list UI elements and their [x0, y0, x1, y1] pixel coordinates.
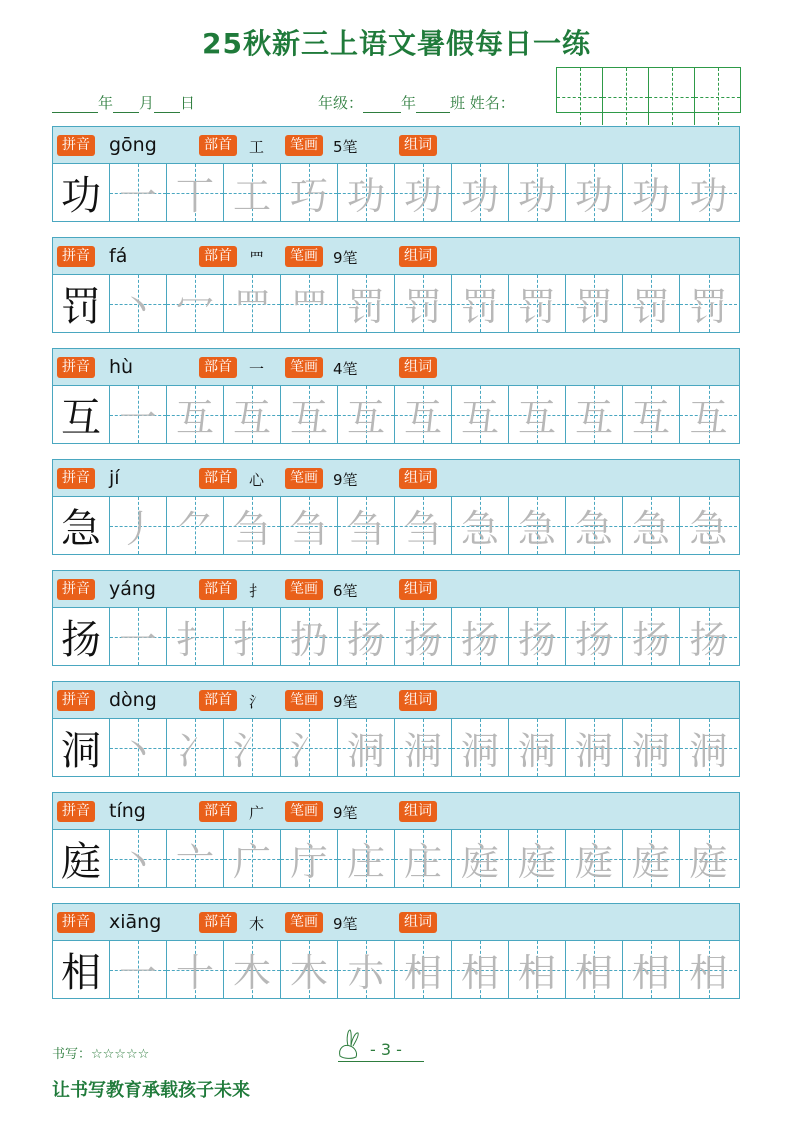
strokes-value: 9笔 — [333, 249, 358, 267]
strokes-tag: 笔画 — [285, 690, 323, 711]
tracing-cell[interactable] — [167, 941, 224, 998]
tracing-cell[interactable] — [224, 164, 281, 221]
tracing-cell[interactable] — [395, 164, 452, 221]
stroke-step: 急 — [631, 507, 670, 551]
stroke-step: 功 — [346, 174, 385, 218]
model-character: 功 — [61, 173, 101, 219]
tracing-cell[interactable] — [338, 497, 395, 554]
tracing-cell[interactable] — [680, 608, 737, 665]
pinyin-value: fá — [109, 245, 128, 267]
stroke-step: 互 — [574, 396, 613, 440]
year-label: 年 — [98, 94, 114, 112]
radical-value: 广 — [249, 804, 265, 822]
model-character: 急 — [61, 506, 101, 552]
page-title: 25秋新三上语文暑假每日一练 — [202, 27, 591, 60]
stroke-step: 刍 — [346, 507, 385, 551]
tracing-cell[interactable] — [509, 386, 566, 443]
stroke-step: 巧 — [289, 174, 328, 218]
stroke-step: 急 — [460, 507, 499, 551]
tracing-cell[interactable] — [680, 275, 737, 332]
tracing-cell[interactable] — [395, 608, 452, 665]
tracing-cell[interactable] — [680, 497, 737, 554]
stroke-step: 氵 — [232, 729, 271, 773]
character-block — [52, 237, 740, 345]
class-blank[interactable] — [416, 98, 450, 113]
writing-row — [52, 941, 740, 999]
stroke-step: 扌 — [232, 618, 271, 662]
class-name-label: 班 姓名： — [450, 94, 515, 112]
character-block — [52, 570, 740, 678]
stroke-step: 冫 — [175, 729, 214, 773]
stroke-step: 相 — [403, 951, 442, 995]
stroke-step: 互 — [460, 396, 499, 440]
pinyin-tag: 拼音 — [57, 135, 95, 156]
stroke-step: 功 — [631, 174, 670, 218]
word-tag[interactable]: 组词 — [399, 357, 437, 378]
model-character: 相 — [61, 950, 101, 996]
character-header — [52, 903, 740, 941]
strokes-tag: 笔画 — [285, 468, 323, 489]
stroke-step: 功 — [574, 174, 613, 218]
word-tag[interactable]: 组词 — [399, 246, 437, 267]
grade-label: 年级： — [318, 94, 364, 112]
strokes-tag: 笔画 — [285, 579, 323, 600]
strokes-tag: 笔画 — [285, 246, 323, 267]
tracing-cell[interactable] — [680, 164, 737, 221]
tracing-cell[interactable] — [395, 275, 452, 332]
stroke-step: 罒 — [232, 285, 271, 329]
stroke-step: 罚 — [460, 285, 499, 329]
tracing-cell[interactable] — [281, 941, 338, 998]
writing-row — [52, 497, 740, 555]
radical-value: 扌 — [249, 582, 265, 600]
character-header — [52, 126, 740, 164]
tracing-cell[interactable] — [167, 830, 224, 887]
strokes-tag: 笔画 — [285, 357, 323, 378]
tracing-cell[interactable] — [509, 719, 566, 776]
radical-tag: 部首 — [199, 135, 237, 156]
writing-row — [52, 275, 740, 333]
tracing-cell[interactable] — [623, 497, 680, 554]
stroke-step: 庁 — [289, 840, 328, 884]
pinyin-tag: 拼音 — [57, 801, 95, 822]
stroke-step: 功 — [403, 174, 442, 218]
tracing-cell[interactable] — [281, 830, 338, 887]
tracing-cell[interactable] — [566, 830, 623, 887]
tracing-cell[interactable] — [623, 386, 680, 443]
stroke-step: 洞 — [574, 729, 613, 773]
strokes-value: 9笔 — [333, 915, 358, 933]
tracing-cell[interactable] — [224, 275, 281, 332]
tracing-cell[interactable] — [395, 497, 452, 554]
tracing-cell[interactable] — [509, 830, 566, 887]
pinyin-value: hù — [109, 356, 134, 378]
stroke-step: 互 — [346, 396, 385, 440]
grade-year-label: 年 — [401, 94, 417, 112]
stroke-step: 扬 — [403, 618, 442, 662]
tracing-cell[interactable] — [680, 719, 737, 776]
radical-tag: 部首 — [199, 246, 237, 267]
stroke-step: 刍 — [232, 507, 271, 551]
tracing-cell[interactable] — [224, 497, 281, 554]
model-character: 庭 — [61, 839, 101, 885]
tracing-cell[interactable] — [452, 164, 509, 221]
tracing-cell[interactable] — [110, 275, 167, 332]
tracing-cell[interactable] — [338, 164, 395, 221]
stroke-step: 扌 — [175, 618, 214, 662]
pinyin-tag: 拼音 — [57, 468, 95, 489]
model-character: 罚 — [61, 284, 101, 330]
stroke-step: 罚 — [631, 285, 670, 329]
tracing-cell[interactable] — [680, 830, 737, 887]
tracing-cell[interactable] — [224, 608, 281, 665]
strokes-value: 9笔 — [333, 804, 358, 822]
stroke-step: 扬 — [574, 618, 613, 662]
stroke-step: 洞 — [689, 729, 728, 773]
stroke-step: ⺈ — [175, 507, 214, 551]
rating: 书写：☆☆☆☆☆ — [52, 1047, 150, 1062]
stroke-step: 扬 — [517, 618, 556, 662]
stroke-step: 互 — [631, 396, 670, 440]
stroke-step: 洞 — [631, 729, 670, 773]
date-line — [52, 92, 195, 113]
tracing-cell[interactable] — [566, 164, 623, 221]
stroke-step: 一 — [118, 618, 157, 662]
tracing-cell[interactable] — [452, 275, 509, 332]
tracing-cell[interactable] — [224, 386, 281, 443]
radical-tag: 部首 — [199, 912, 237, 933]
stroke-step: 庄 — [403, 840, 442, 884]
strokes-value: 9笔 — [333, 693, 358, 711]
writing-row — [52, 719, 740, 777]
stroke-step: 工 — [232, 174, 271, 218]
strokes-tag: 笔画 — [285, 912, 323, 933]
strokes-value: 9笔 — [333, 471, 358, 489]
tracing-cell[interactable] — [566, 497, 623, 554]
tracing-cell[interactable] — [566, 941, 623, 998]
stroke-step: 庭 — [631, 840, 670, 884]
page-number: - 3 - — [370, 1040, 402, 1059]
stroke-step: 丶 — [118, 285, 157, 329]
word-tag[interactable]: 组词 — [399, 468, 437, 489]
tracing-cell[interactable] — [395, 719, 452, 776]
stroke-step: 罒 — [289, 285, 328, 329]
stroke-step: 庭 — [517, 840, 556, 884]
character-header — [52, 570, 740, 608]
model-character-cell — [53, 164, 110, 221]
tracing-cell[interactable] — [281, 275, 338, 332]
tracing-cell[interactable] — [338, 719, 395, 776]
radical-value: 一 — [249, 360, 265, 378]
stroke-step: 冖 — [175, 285, 214, 329]
tracing-cell[interactable] — [452, 719, 509, 776]
tracing-cell[interactable] — [623, 164, 680, 221]
model-character-cell — [53, 830, 110, 887]
radical-value: 木 — [249, 915, 265, 933]
tracing-cell[interactable] — [509, 164, 566, 221]
radical-tag: 部首 — [199, 801, 237, 822]
word-tag[interactable]: 组词 — [399, 579, 437, 600]
tracing-cell[interactable] — [338, 386, 395, 443]
day-label: 日 — [180, 94, 196, 112]
character-header — [52, 792, 740, 830]
character-block — [52, 903, 740, 1011]
stroke-step: 丶 — [118, 840, 157, 884]
stroke-step: 庭 — [689, 840, 728, 884]
stroke-step: 互 — [175, 396, 214, 440]
stroke-step: 互 — [689, 396, 728, 440]
character-header — [52, 348, 740, 386]
tracing-cell[interactable] — [452, 386, 509, 443]
character-header — [52, 459, 740, 497]
radical-tag: 部首 — [199, 579, 237, 600]
word-tag[interactable]: 组词 — [399, 912, 437, 933]
tracing-cell[interactable] — [338, 941, 395, 998]
stroke-step: 扬 — [689, 618, 728, 662]
pinyin-value: tíng — [109, 800, 146, 822]
stroke-step: 相 — [460, 951, 499, 995]
pinyin-value: yáng — [109, 578, 156, 600]
stroke-step: 功 — [517, 174, 556, 218]
model-character-cell — [53, 386, 110, 443]
character-block — [52, 459, 740, 567]
strokes-tag: 笔画 — [285, 801, 323, 822]
stroke-step: 刍 — [403, 507, 442, 551]
tracing-cell[interactable] — [167, 275, 224, 332]
stroke-step: 朩 — [346, 951, 385, 995]
tracing-cell[interactable] — [224, 719, 281, 776]
tracing-cell[interactable] — [509, 941, 566, 998]
stroke-step: 丅 — [175, 174, 214, 218]
tracing-cell[interactable] — [566, 275, 623, 332]
radical-tag: 部首 — [199, 357, 237, 378]
stroke-step: 庄 — [346, 840, 385, 884]
stroke-step: 功 — [689, 174, 728, 218]
tracing-cell[interactable] — [281, 719, 338, 776]
radical-value: 心 — [249, 471, 265, 489]
radical-tag: 部首 — [199, 468, 237, 489]
model-character: 扬 — [61, 617, 101, 663]
pinyin-value: xiāng — [109, 911, 162, 933]
stroke-step: 罚 — [689, 285, 728, 329]
stroke-step: 广 — [232, 840, 271, 884]
stroke-step: 急 — [689, 507, 728, 551]
tracing-cell[interactable] — [509, 608, 566, 665]
writing-row — [52, 386, 740, 444]
tracing-cell[interactable] — [623, 830, 680, 887]
model-character-cell — [53, 941, 110, 998]
rabbit-icon — [330, 1026, 370, 1066]
tracing-cell[interactable] — [281, 608, 338, 665]
model-character: 洞 — [61, 728, 101, 774]
radical-value: 氵 — [249, 693, 265, 711]
model-character-cell — [53, 608, 110, 665]
strokes-tag: 笔画 — [285, 135, 323, 156]
pinyin-value: gōng — [109, 134, 157, 156]
radical-value: 工 — [249, 138, 265, 156]
tracing-cell[interactable] — [623, 719, 680, 776]
character-block — [52, 348, 740, 456]
tracing-cell[interactable] — [338, 275, 395, 332]
stroke-step: 扬 — [346, 618, 385, 662]
tracing-cell[interactable] — [452, 608, 509, 665]
stroke-step: 相 — [631, 951, 670, 995]
writing-row — [52, 830, 740, 888]
character-header — [52, 237, 740, 275]
tracing-cell[interactable] — [167, 719, 224, 776]
stroke-step: 刍 — [289, 507, 328, 551]
character-header — [52, 681, 740, 719]
character-block — [52, 681, 740, 789]
strokes-value: 4笔 — [333, 360, 358, 378]
stroke-step: 扬 — [631, 618, 670, 662]
stroke-step: 罚 — [517, 285, 556, 329]
stroke-step: 罚 — [574, 285, 613, 329]
pinyin-tag: 拼音 — [57, 579, 95, 600]
stroke-step: 相 — [574, 951, 613, 995]
stroke-step: 庭 — [460, 840, 499, 884]
stroke-step: 互 — [403, 396, 442, 440]
tracing-cell[interactable] — [281, 164, 338, 221]
year-blank[interactable] — [52, 98, 98, 113]
stroke-step: 木 — [232, 951, 271, 995]
stroke-step: 亠 — [175, 840, 214, 884]
tracing-cell[interactable] — [452, 830, 509, 887]
tracing-cell[interactable] — [110, 164, 167, 221]
stroke-step: 庭 — [574, 840, 613, 884]
pinyin-tag: 拼音 — [57, 357, 95, 378]
tracing-cell[interactable] — [167, 164, 224, 221]
tracing-cell[interactable] — [395, 386, 452, 443]
stroke-step: 扔 — [289, 618, 328, 662]
stroke-step: 木 — [289, 951, 328, 995]
grade-line — [318, 92, 515, 113]
model-character-cell — [53, 497, 110, 554]
stroke-step: 丶 — [118, 729, 157, 773]
stroke-step: 互 — [232, 396, 271, 440]
tracing-cell[interactable] — [167, 497, 224, 554]
tracing-cell[interactable] — [623, 608, 680, 665]
name-grid[interactable] — [556, 67, 741, 113]
slogan: 让书写教育承载孩子未来 — [52, 1080, 250, 1101]
stroke-step: 氵 — [289, 729, 328, 773]
month-blank[interactable] — [113, 98, 139, 113]
tracing-cell[interactable] — [110, 830, 167, 887]
month-label: 月 — [139, 94, 155, 112]
stroke-step: 一 — [118, 174, 157, 218]
tracing-cell[interactable] — [395, 941, 452, 998]
stroke-step: 一 — [118, 396, 157, 440]
radical-tag: 部首 — [199, 690, 237, 711]
character-block — [52, 126, 740, 234]
stroke-step: 十 — [175, 951, 214, 995]
tracing-cell[interactable] — [167, 386, 224, 443]
tracing-cell[interactable] — [452, 941, 509, 998]
character-block — [52, 792, 740, 900]
tracing-cell[interactable] — [395, 830, 452, 887]
stroke-step: 互 — [517, 396, 556, 440]
radical-value: 罒 — [249, 249, 265, 267]
tracing-cell[interactable] — [452, 497, 509, 554]
tracing-cell[interactable] — [338, 608, 395, 665]
word-tag[interactable]: 组词 — [399, 135, 437, 156]
model-character: 互 — [61, 395, 101, 441]
pinyin-value: jí — [109, 467, 120, 489]
grade-blank[interactable] — [363, 98, 401, 113]
stroke-step: 功 — [460, 174, 499, 218]
tracing-cell[interactable] — [680, 386, 737, 443]
stroke-step: 相 — [517, 951, 556, 995]
stroke-step: 急 — [517, 507, 556, 551]
tracing-cell[interactable] — [566, 386, 623, 443]
pinyin-tag: 拼音 — [57, 246, 95, 267]
tracing-cell[interactable] — [167, 608, 224, 665]
pinyin-tag: 拼音 — [57, 912, 95, 933]
tracing-cell[interactable] — [338, 830, 395, 887]
tracing-cell[interactable] — [623, 275, 680, 332]
pinyin-tag: 拼音 — [57, 690, 95, 711]
tracing-cell[interactable] — [566, 608, 623, 665]
stroke-step: 洞 — [517, 729, 556, 773]
model-character-cell — [53, 719, 110, 776]
tracing-cell[interactable] — [110, 941, 167, 998]
tracing-cell[interactable] — [680, 941, 737, 998]
tracing-cell[interactable] — [509, 275, 566, 332]
writing-row — [52, 608, 740, 666]
model-character-cell — [53, 275, 110, 332]
word-tag[interactable]: 组词 — [399, 801, 437, 822]
stroke-step: 洞 — [346, 729, 385, 773]
divider — [338, 1061, 424, 1062]
stroke-step: 洞 — [403, 729, 442, 773]
strokes-value: 6笔 — [333, 582, 358, 600]
stroke-step: 洞 — [460, 729, 499, 773]
stroke-step: 急 — [574, 507, 613, 551]
day-blank[interactable] — [154, 98, 180, 113]
word-tag[interactable]: 组词 — [399, 690, 437, 711]
tracing-cell[interactable] — [110, 719, 167, 776]
stroke-step: 相 — [689, 951, 728, 995]
writing-row — [52, 164, 740, 222]
strokes-value: 5笔 — [333, 138, 358, 156]
tracing-cell[interactable] — [623, 941, 680, 998]
tracing-cell[interactable] — [224, 941, 281, 998]
tracing-cell[interactable] — [566, 719, 623, 776]
tracing-cell[interactable] — [281, 386, 338, 443]
stroke-step: 丿 — [118, 507, 157, 551]
stroke-step: 一 — [118, 951, 157, 995]
pinyin-value: dòng — [109, 689, 157, 711]
tracing-cell[interactable] — [110, 608, 167, 665]
tracing-cell[interactable] — [281, 497, 338, 554]
stroke-step: 罚 — [346, 285, 385, 329]
stroke-step: 互 — [289, 396, 328, 440]
stroke-step: 罚 — [403, 285, 442, 329]
tracing-cell[interactable] — [224, 830, 281, 887]
stroke-step: 扬 — [460, 618, 499, 662]
tracing-cell[interactable] — [509, 497, 566, 554]
tracing-cell[interactable] — [110, 386, 167, 443]
tracing-cell[interactable] — [110, 497, 167, 554]
